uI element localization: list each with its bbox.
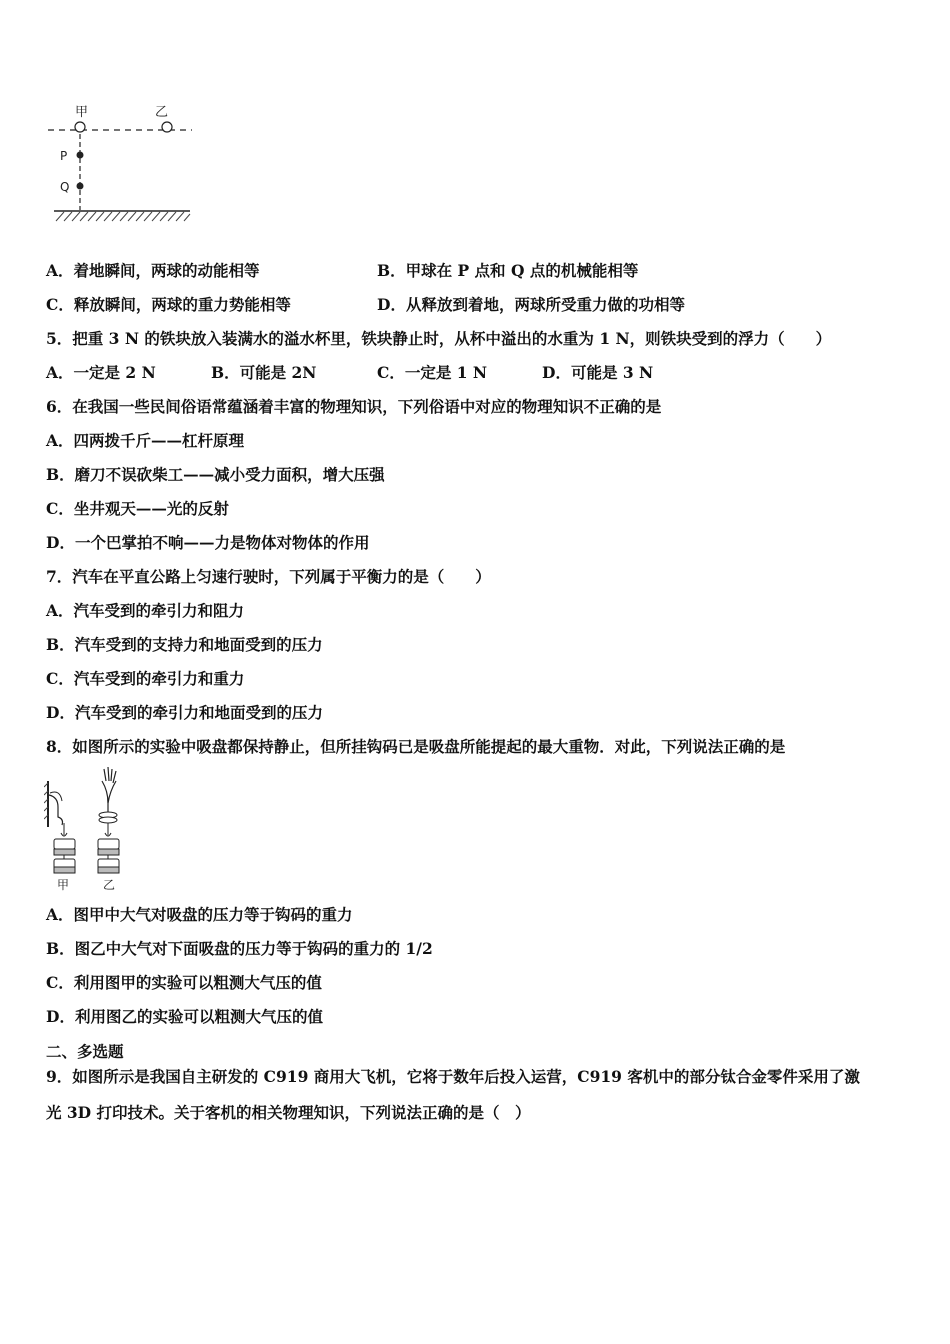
q4-option-a: A．着地瞬间，两球的动能相等 [46,261,260,280]
label-q: Q [60,180,70,194]
q8-option-c: C．利用图甲的实验可以粗测大气压的值 [46,973,322,992]
q7-option-a: A．汽车受到的牵引力和阻力 [46,601,245,620]
weights-yi [98,839,119,873]
q4-option-d: D．从释放到着地，两球所受重力做的功相等 [377,295,685,314]
q7-stem: 7．汽车在平直公路上匀速行驶时，下列属于平衡力的是（ ） [46,567,491,586]
q5-stem: 5．把重 3 N 的铁块放入装满水的溢水杯里，铁块静止时，从杯中溢出的水重为 1 N，则铁块受到的浮力（ ） [46,329,832,348]
label-yi: 乙 [155,105,169,120]
ground-hatching [56,212,190,221]
q5-option-d: D．可能是 3 N [542,363,654,382]
q6-option-c: C．坐井观天——光的反射 [46,499,229,518]
q6-option-d: D．一个巴掌拍不响——力是物体对物体的作用 [46,533,370,552]
q8-figure [44,767,134,895]
label-fig-jia: 甲 [57,878,70,892]
section-title: 二、多选题 [46,1042,124,1061]
q7-option-b: B．汽车受到的支持力和地面受到的压力 [46,635,323,654]
q8-option-d: D．利用图乙的实验可以粗测大气压的值 [46,1007,323,1026]
label-p: P [60,149,68,163]
ball-jia [75,122,85,132]
q4-option-b: B．甲球在 P 点和 Q 点的机械能相等 [377,261,639,280]
q4-figure [44,100,194,228]
point-q [77,183,84,190]
q6-option-b: B．磨刀不误砍柴工——减小受力面积，增大压强 [46,465,385,484]
label-jia: 甲 [75,105,89,120]
q5-option-c: C．一定是 1 N [377,363,488,382]
q6-stem: 6．在我国一些民间俗语常蕴涵着丰富的物理知识，下列俗语中对应的物理知识不正确的是 [46,397,662,416]
ball-yi [162,122,172,132]
q8-stem: 8．如图所示的实验中吸盘都保持静止，但所挂钩码已是吸盘所能提起的最大重物．对此，下列说法正确的是 [46,737,786,756]
q8-option-a: A．图甲中大气对吸盘的压力等于钩码的重力 [46,905,353,924]
q5-option-b: B．可能是 2N [211,363,317,382]
q4-option-c: C．释放瞬间，两球的重力势能相等 [46,295,291,314]
q5-option-a: A．一定是 2 N [46,363,156,382]
label-fig-yi: 乙 [103,878,116,892]
weights-jia [54,839,75,873]
q9-stem-line2: 光 3D 打印技术。关于客机的相关物理知识，下列说法正确的是（ ） [46,1103,531,1122]
point-p [77,152,84,159]
q7-option-d: D．汽车受到的牵引力和地面受到的压力 [46,703,323,722]
q7-option-c: C．汽车受到的牵引力和重力 [46,669,245,688]
q9-stem-line1: 9．如图所示是我国自主研发的 C919 商用大飞机，它将于数年后投入运营，C919 客机中的部分钛合金零件采用了激 [46,1067,860,1086]
q6-option-a: A．四两拨千斤——杠杆原理 [46,431,245,450]
q8-option-b: B．图乙中大气对下面吸盘的压力等于钩码的重力的 1/2 [46,939,433,958]
